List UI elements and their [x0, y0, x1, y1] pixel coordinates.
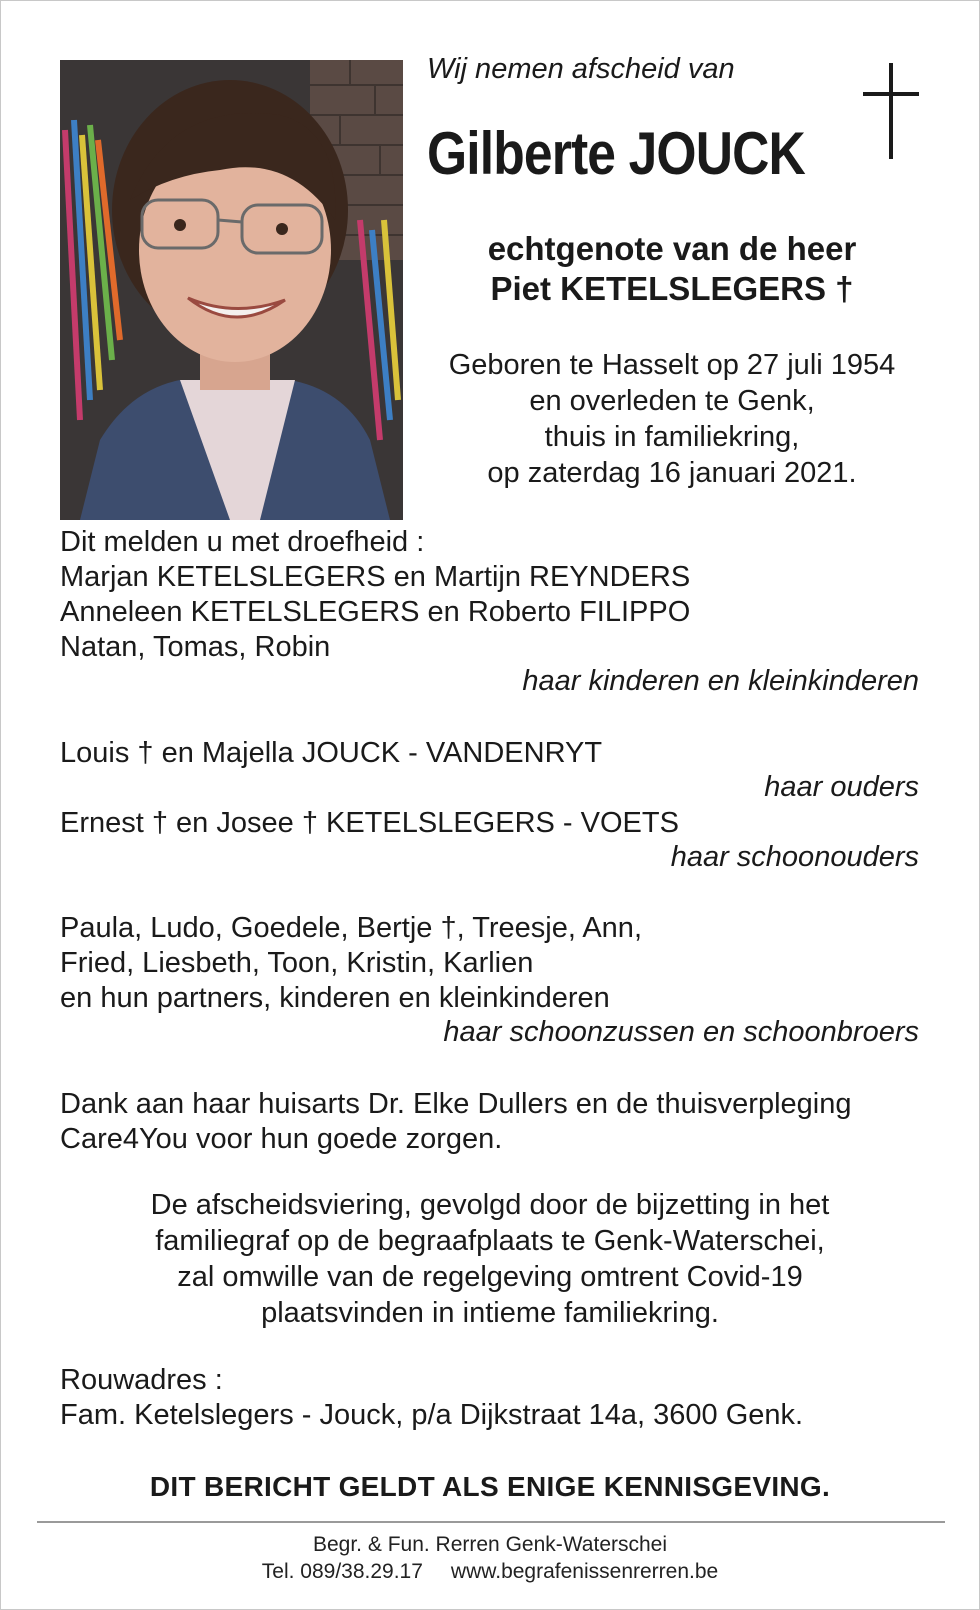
life-dates-block: [407, 347, 937, 491]
parents-role: haar ouders: [764, 771, 919, 803]
spouse-block: [407, 229, 937, 309]
birth-line-2: en overleden te Genk,: [529, 385, 815, 417]
thanks-line-2: Care4You voor hun goede zorgen.: [60, 1123, 503, 1155]
footer-company: Begr. & Fun. Rerren Genk-Waterschei: [312, 1533, 668, 1556]
ceremony-line-4: plaatsvinden in intieme familiekring.: [261, 1297, 719, 1329]
footer-contact: [1, 1560, 979, 1584]
parents-line: Louis † en Majella JOUCK - VANDENRYT: [60, 737, 603, 769]
announce-text: Dit melden u met droefheid :: [60, 526, 425, 558]
footer-phone: Tel. 089/38.29.17: [261, 1560, 423, 1583]
children-line-1: Marjan KETELSLEGERS en Martijn REYNDERS: [60, 561, 691, 593]
notice-text: DIT BERICHT GELDT ALS ENIGE KENNISGEVING.: [149, 1471, 831, 1502]
siblings-line-3: en hun partners, kinderen en kleinkinderen: [60, 982, 610, 1014]
children-line-3: Natan, Tomas, Robin: [60, 631, 331, 663]
siblings-line-2: Fried, Liesbeth, Toon, Kristin, Karlien: [60, 947, 534, 979]
footer-divider: [37, 1521, 945, 1523]
spouse-line-1: echtgenote van de heer: [487, 230, 857, 267]
birth-line-1: Geboren te Hasselt op 27 juli 1954: [448, 349, 896, 381]
thanks-line-1: Dank aan haar huisarts Dr. Elke Dullers en de thuisverpleging: [60, 1088, 852, 1120]
inlaws-line: Ernest † en Josee † KETELSLEGERS - VOETS: [60, 807, 679, 839]
birth-line-4: op zaterdag 16 januari 2021.: [487, 457, 857, 489]
deceased-name: Gilberte JOUCK: [427, 120, 805, 187]
children-line-2: Anneleen KETELSLEGERS en Roberto FILIPPO: [60, 596, 691, 628]
ceremony-line-1: De afscheidsviering, gevolgd door de bijzetting in het: [150, 1189, 830, 1221]
spouse-line-2: Piet KETELSLEGERS †: [490, 270, 854, 307]
birth-line-3: thuis in familiekring,: [544, 421, 800, 453]
intro-text: Wij nemen afscheid van: [427, 53, 735, 85]
footer-website[interactable]: www.begrafenissenrerren.be: [450, 1560, 719, 1583]
ceremony-line-3: zal omwille van de regelgeving omtrent Covid-19: [177, 1261, 803, 1293]
siblings-line-1: Paula, Ludo, Goedele, Bertje †, Treesje, Ann,: [60, 912, 642, 944]
address-value: Fam. Ketelslegers - Jouck, p/a Dijkstraat 14a, 3600 Genk.: [60, 1399, 804, 1431]
cross-icon: [863, 63, 919, 159]
children-role: haar kinderen en kleinkinderen: [522, 665, 919, 697]
inlaws-role: haar schoonouders: [670, 841, 919, 873]
address-label: Rouwadres :: [60, 1364, 223, 1396]
portrait-photo: [60, 60, 403, 520]
siblings-role: haar schoonzussen en schoonbroers: [443, 1016, 919, 1048]
ceremony-line-2: familiegraf op de begraafplaats te Genk-Waterschei,: [155, 1225, 825, 1257]
ceremony-block: [60, 1187, 920, 1331]
